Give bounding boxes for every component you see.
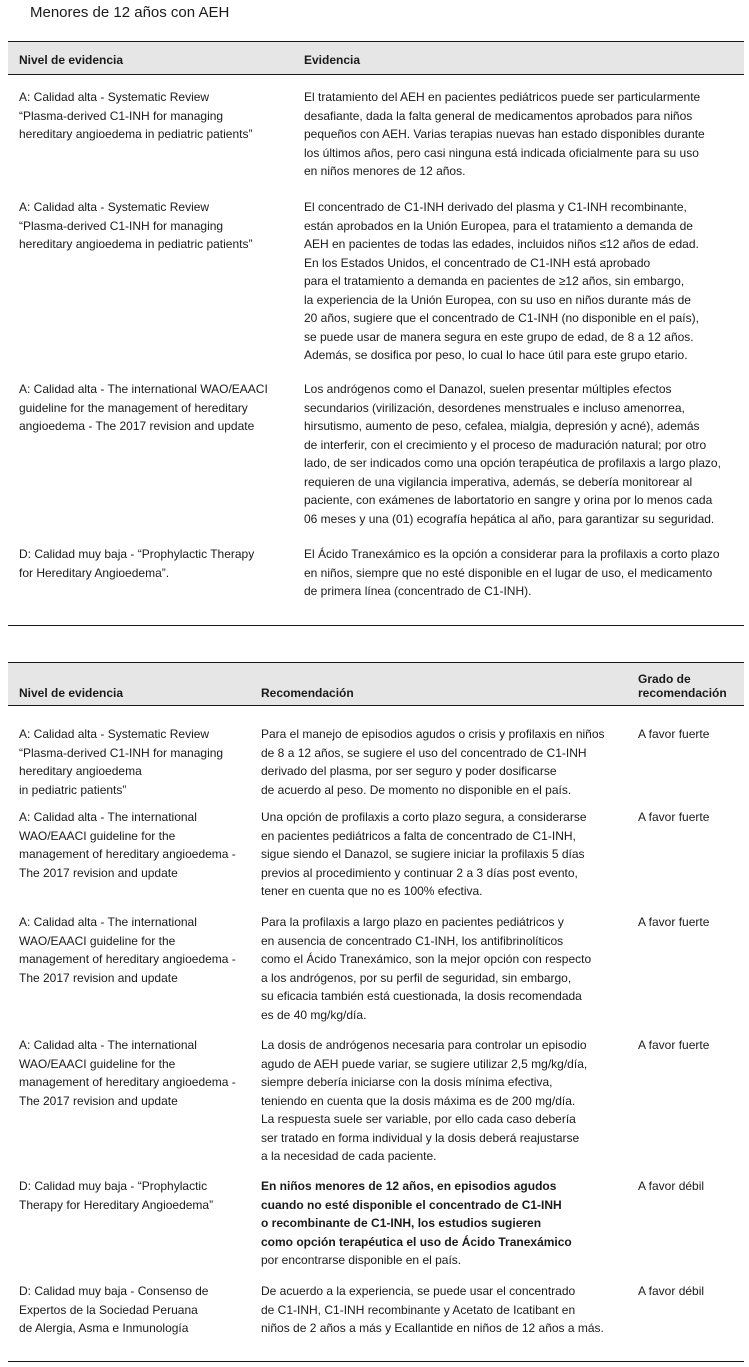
text-line: De acuerdo a la experiencia, se puede usar el concentrado <box>261 1284 576 1298</box>
text-line: for Hereditary Angioedema”. <box>19 565 170 580</box>
text-line: management of hereditary angioedema - <box>19 952 236 966</box>
table-row-level <box>19 913 236 987</box>
text-line: La dosis de andrógenos necesaria para controlar un episodio <box>261 1038 587 1052</box>
text-line-bold: cuando no esté disponible el concentrado de C1-INH <box>261 1197 562 1212</box>
header-recommendation: Recomendación <box>261 686 354 700</box>
table-row-level <box>19 545 254 582</box>
table-row-level <box>19 1177 213 1214</box>
text-line: la experiencia de la Unión Europea, con su uso en niños durante más de <box>304 292 691 307</box>
table-bottom-rule <box>8 625 744 626</box>
text-line: A: Calidad alta - Systematic Review <box>19 727 210 741</box>
table-row-level <box>19 198 252 254</box>
text-line: A: Calidad alta - The international WAO/EAACI <box>19 382 268 396</box>
table-header-rule <box>8 705 744 706</box>
text-line: El Ácido Tranexámico es la opción a considerar para la profilaxis a corto plazo <box>304 547 720 561</box>
text-line: The 2017 revision and update <box>19 865 178 880</box>
text-line: El tratamiento del AEH en pacientes pediátricos puede ser particularmente <box>304 90 701 104</box>
text-line: por encontrarse disponible en el país. <box>261 1253 462 1267</box>
text-line: de acuerdo al peso. De momento no disponible en el país. <box>261 782 572 797</box>
table-row-level <box>19 1282 208 1338</box>
text-line: D: Calidad muy baja - “Prophylactic Therapy <box>19 547 255 561</box>
table-row-grade: A favor débil <box>638 1284 705 1298</box>
table-row-grade: A favor fuerte <box>638 727 710 741</box>
text-line: secundarios (virilización, desordenes menstruales e incluso amenorrea, <box>304 400 685 415</box>
text-line: para el tratamiento a demanda en pacientes de ≥12 años, sin embargo, <box>304 274 685 288</box>
text-line: hereditary angioedema in pediatric patients” <box>19 237 253 251</box>
text-line: teniendo en cuenta que la dosis máxima es de 200 mg/día. <box>261 1093 576 1108</box>
text-line: Grado de <box>638 672 691 686</box>
table-row-grade: A favor fuerte <box>638 810 710 824</box>
text-line: management of hereditary angioedema - <box>19 847 236 861</box>
text-line: en niños menores de 12 años. <box>304 164 466 178</box>
text-line: su eficacia también está cuestionada, la dosis recomendada <box>261 989 582 1003</box>
header-level: Nivel de evidencia <box>19 53 124 67</box>
table-row-evidence <box>304 198 699 365</box>
table-row-grade: A favor fuerte <box>638 1038 710 1052</box>
text-line: Para el manejo de episodios agudos o crisis y profilaxis en niños <box>261 727 605 741</box>
text-line: agudo de AEH puede variar, se sugiere utilizar 2,5 mg/kg/día, <box>261 1056 588 1071</box>
text-line: es de 40 mg/kg/día. <box>261 1007 367 1022</box>
text-line: Los andrógenos como el Danazol, suelen presentar múltiples efectos <box>304 382 672 396</box>
text-line: pequeños con AEH. Varias terapias nuevas han estado disponibles durante <box>304 127 705 141</box>
header-evidence: Evidencia <box>304 53 361 67</box>
table-header <box>8 42 744 74</box>
table-row-recommendation <box>261 913 591 1024</box>
text-line: se puede usar de manera segura en este grupo de edad, de 8 a 12 años. <box>304 329 694 344</box>
text-line: A: Calidad alta - The international <box>19 915 197 929</box>
text-line: “Plasma-derived C1-INH for managing <box>19 108 224 123</box>
text-line: in pediatric patients” <box>19 782 127 797</box>
table-row-recommendation <box>261 1177 572 1270</box>
text-line: WAO/EAACI guideline for the <box>19 933 176 948</box>
text-line: siempre debería iniciarse con la dosis mínima efectiva, <box>261 1075 553 1089</box>
text-line: recomendación <box>638 686 727 700</box>
text-line: angioedema - The 2017 revision and update <box>19 419 255 433</box>
text-line: The 2017 revision and update <box>19 1093 178 1108</box>
text-line: en niños, siempre que no esté disponible en el lugar de uso, el medicamento <box>304 565 713 580</box>
text-line: como el Ácido Tranexámico, son la mejor opción con respecto <box>261 952 592 966</box>
text-line: en pacientes pediátricos a falta de concentrado de C1-INH, <box>261 828 576 843</box>
text-line: “Plasma-derived C1-INH for managing <box>19 745 224 760</box>
text-line: A: Calidad alta - Systematic Review <box>19 200 210 214</box>
text-line: hereditary angioedema <box>19 764 142 778</box>
table-row-level <box>19 1036 236 1110</box>
table-row-level <box>19 725 223 799</box>
text-line: desafiante, dada la falta general de medicamentos aprobados para niños <box>304 108 693 123</box>
text-line: Además, se dosifica por peso, lo cual lo hace útil para este grupo etario. <box>304 348 688 362</box>
text-line: 20 años, sugiere que el concentrado de C1-INH (no disponible en el país), <box>304 311 699 325</box>
text-line: previos al procedimiento y continuar 2 a 3 días post evento, <box>261 865 578 880</box>
text-line: están aprobados en la Unión Europea, para el tratamiento a demanda de <box>304 218 693 233</box>
text-line: requieren de una vigilancia imperativa, además, se debería monitorear al <box>304 474 693 489</box>
text-line: los últimos años, pero casi ninguna está indicada oficialmente para su uso <box>304 145 699 160</box>
table-row-evidence <box>304 88 705 181</box>
table-row-grade: A favor fuerte <box>638 915 710 929</box>
text-line: D: Calidad muy baja - “Prophylactic <box>19 1179 208 1193</box>
text-line: de C1-INH, C1-INH recombinante y Acetato de Icatibant en <box>261 1302 576 1317</box>
text-line: Para la profilaxis a largo plazo en pacientes pediátricos y <box>261 915 564 929</box>
table-row-evidence <box>304 545 720 601</box>
table-row-grade: A favor débil <box>638 1179 705 1193</box>
text-line: tener en cuenta que no es 100% efectiva. <box>261 884 483 898</box>
text-line: La respuesta suele ser variable, por ello cada caso debería <box>261 1112 576 1126</box>
text-line: Expertos de la Sociedad Peruana <box>19 1302 198 1317</box>
text-line: The 2017 revision and update <box>19 970 178 985</box>
text-line: AEH en pacientes de todas las edades, incluidos niños ≤12 años de edad. <box>304 237 699 251</box>
text-line: A: Calidad alta - Systematic Review <box>19 90 210 104</box>
text-line: en ausencia de concentrado C1-INH, los antifibrinolíticos <box>261 933 564 948</box>
text-line: a la necesidad de cada paciente. <box>261 1149 437 1163</box>
text-line: paciente, con exámenes de labortatorio en sangre y orina por lo menos cada <box>304 493 713 507</box>
table-row-level <box>19 88 252 144</box>
text-line: sigue siendo el Danazol, se sugiere iniciar la profilaxis 5 días <box>261 847 585 861</box>
table-row-level <box>19 808 236 882</box>
text-line: WAO/EAACI guideline for the <box>19 1056 176 1071</box>
header-level: Nivel de evidencia <box>19 686 124 700</box>
text-line: D: Calidad muy baja - Consenso de <box>19 1284 209 1298</box>
header-grade <box>638 672 727 700</box>
text-line: 06 meses y una (01) ecografía hepática al año, para garantizar su seguridad. <box>304 511 715 526</box>
text-line: guideline for the management of hereditary <box>19 400 248 415</box>
text-line: management of hereditary angioedema - <box>19 1075 236 1089</box>
table-header-rule <box>8 74 744 75</box>
table-row-recommendation <box>261 1282 604 1338</box>
table-header <box>8 663 744 705</box>
text-line: niños de 2 años a más y Ecallantide en niños de 12 años a más. <box>261 1321 604 1335</box>
table-row-level <box>19 380 268 436</box>
text-line: El concentrado de C1-INH derivado del plasma y C1-INH recombinante, <box>304 200 687 214</box>
text-line: A: Calidad alta - The international <box>19 810 197 824</box>
table-row-recommendation <box>261 725 605 799</box>
text-line: derivado del plasma, por ser seguro y poder dosificarse <box>261 764 557 778</box>
text-line: ser tratado en forma individual y la dosis deberá reajustarse <box>261 1130 580 1145</box>
text-line: “Plasma-derived C1-INH for managing <box>19 218 224 233</box>
table-bottom-rule <box>8 1361 744 1362</box>
table-row-recommendation <box>261 808 587 901</box>
text-line: de interferir, con el crecimiento y el proceso de maduración natural; por otro <box>304 437 707 452</box>
table-row-evidence <box>304 380 721 528</box>
text-line-bold: o recombinante de C1-INH, los estudios sugieren <box>261 1216 542 1230</box>
text-line-bold: como opción terapéutica el uso de Ácido Tranexámico <box>261 1234 572 1249</box>
text-line: Una opción de profilaxis a corto plazo segura, a considerarse <box>261 810 587 824</box>
text-line: A: Calidad alta - The international <box>19 1038 197 1052</box>
table-row-recommendation <box>261 1036 587 1166</box>
text-line: hereditary angioedema in pediatric patients” <box>19 127 253 141</box>
text-line: de 8 a 12 años, se sugiere el uso del concentrado de C1-INH <box>261 745 587 760</box>
text-line: de Alergia, Asma e Inmunología <box>19 1321 189 1335</box>
page-title: Menores de 12 años con AEH <box>30 4 230 21</box>
text-line: a los andrógenos, por su perfil de seguridad, sin embargo, <box>261 970 572 985</box>
text-line: Therapy for Hereditary Angioedema” <box>19 1197 214 1212</box>
text-line: de primera línea (concentrado de C1-INH). <box>304 584 532 598</box>
text-line-bold: En niños menores de 12 años, en episodios agudos <box>261 1179 557 1193</box>
text-line: lado, de ser indicados como una opción terapéutica de profilaxis a largo plazo, <box>304 456 721 470</box>
text-line: En los Estados Unidos, el concentrado de C1-INH está aprobado <box>304 255 651 270</box>
text-line: hirsutismo, aumento de peso, cefalea, mialgia, depresión y acné), además <box>304 419 700 433</box>
text-line: WAO/EAACI guideline for the <box>19 828 176 843</box>
